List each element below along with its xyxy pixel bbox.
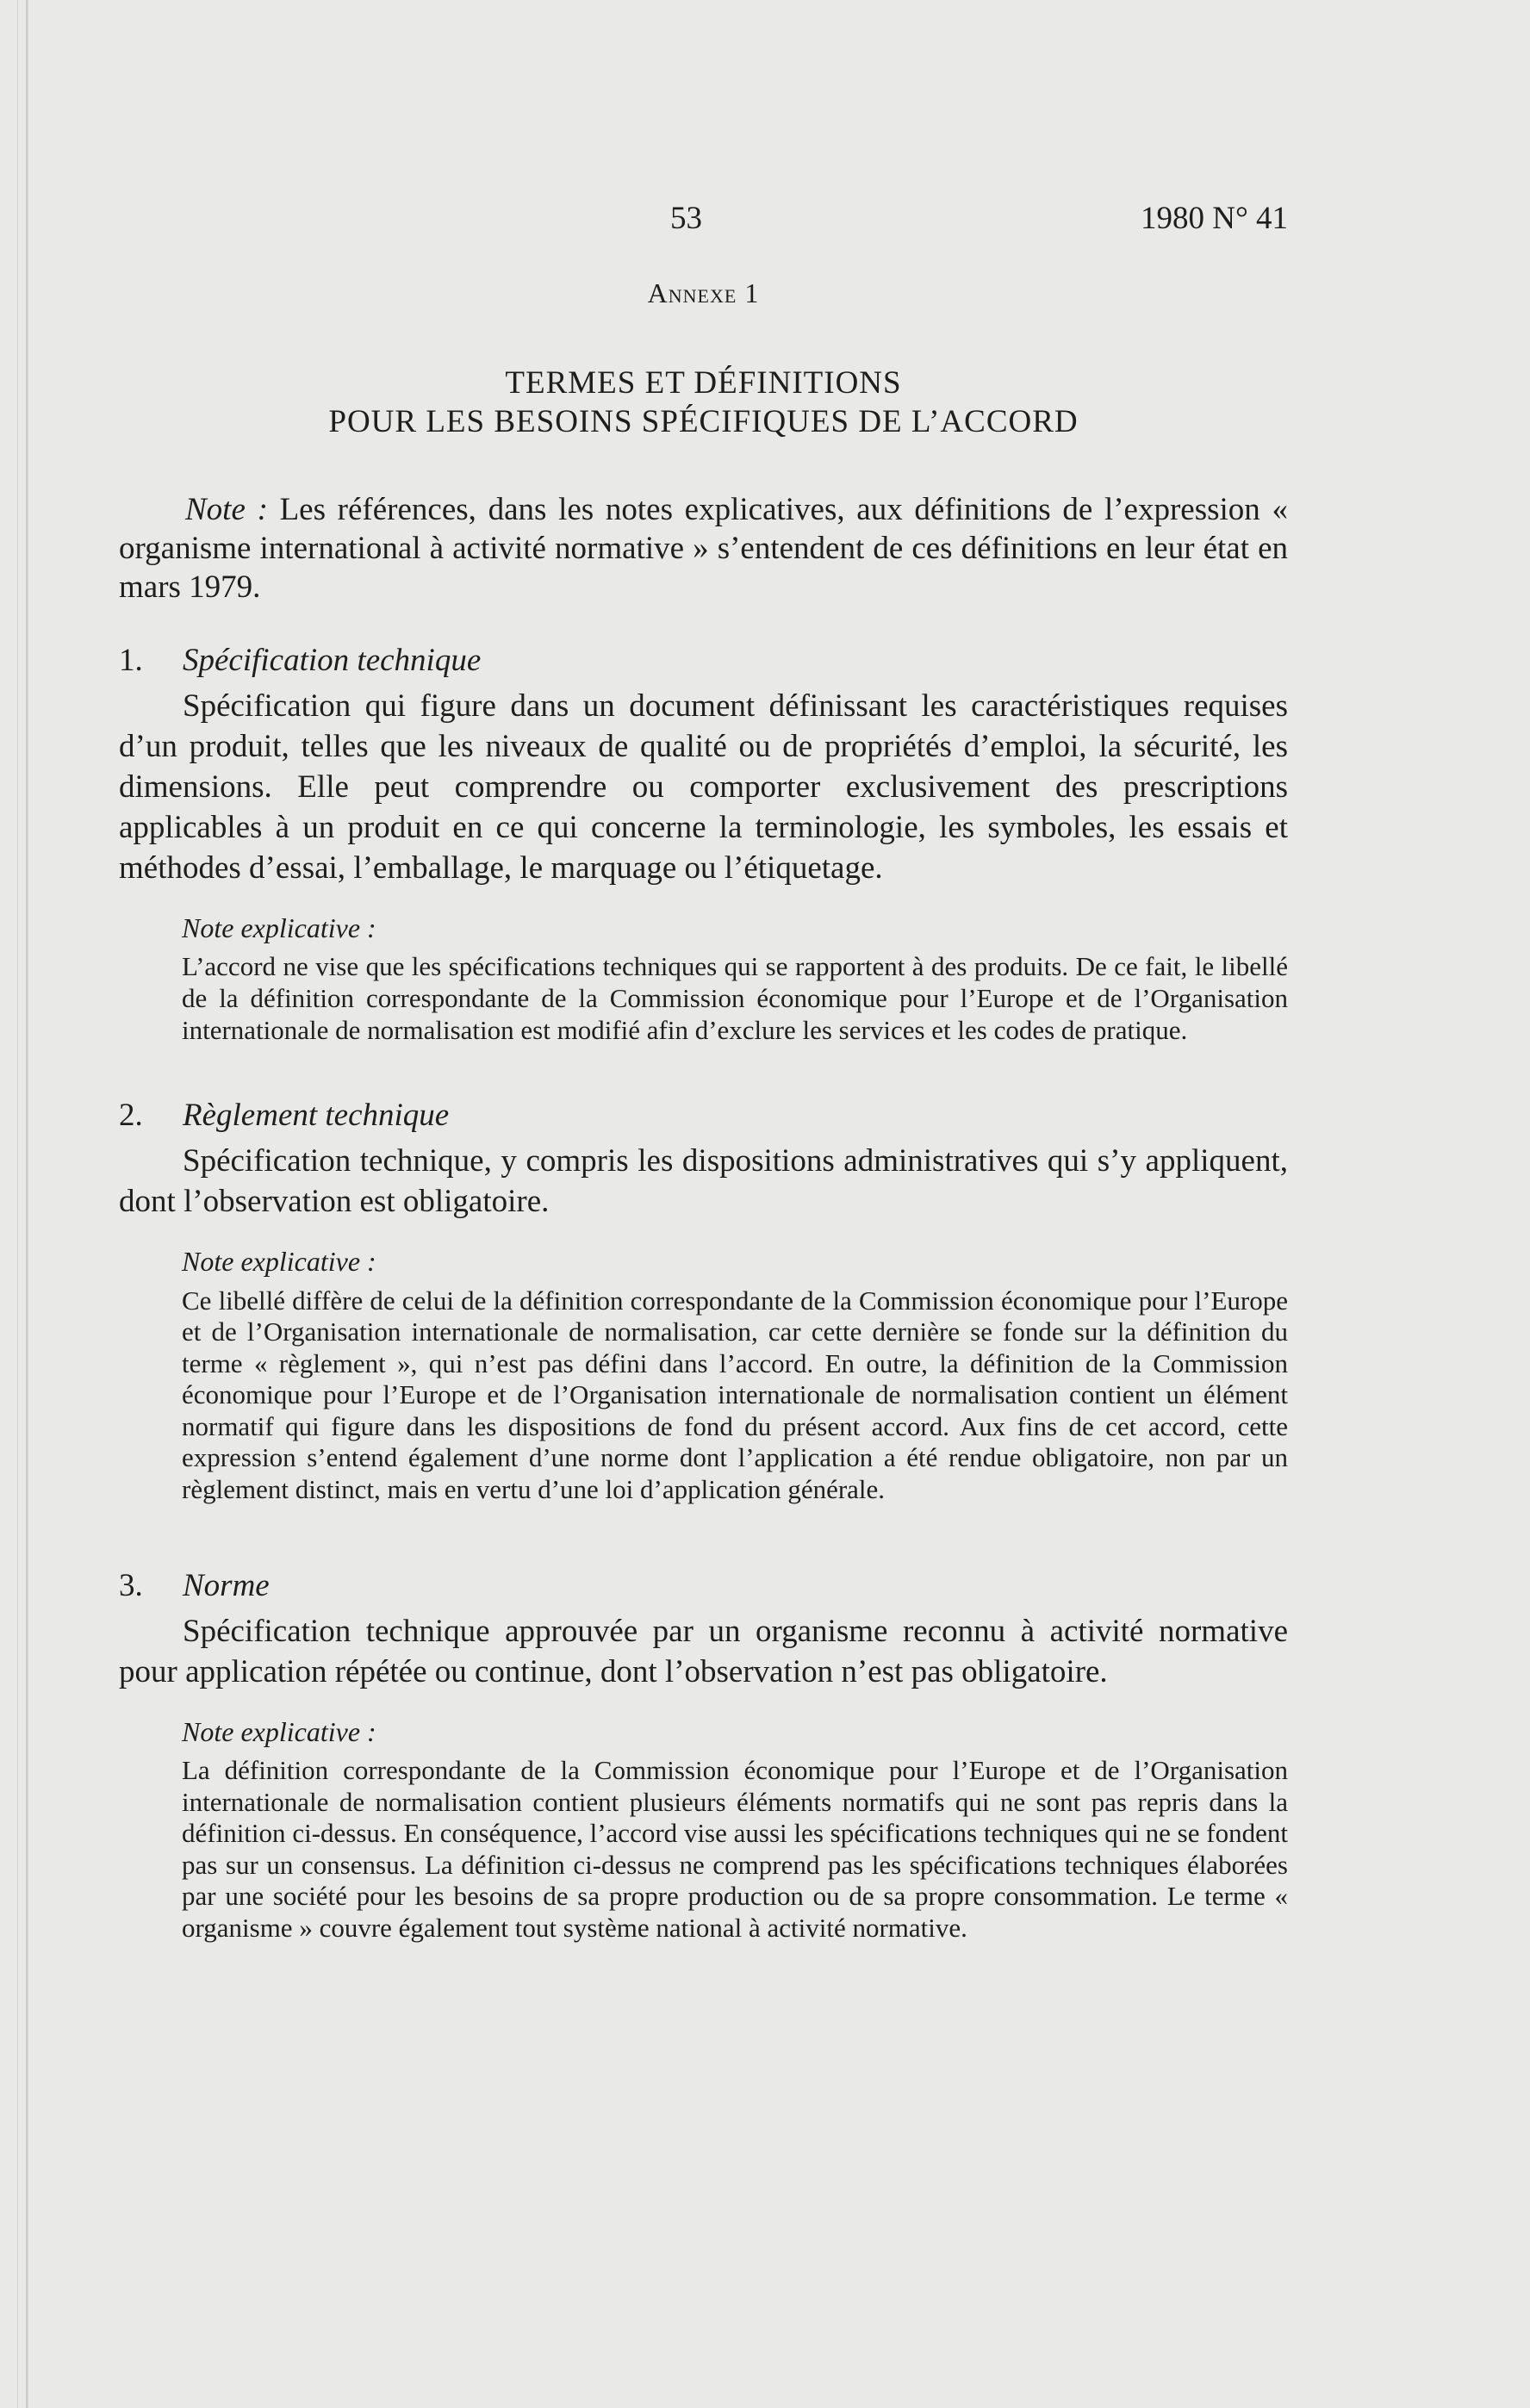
section-number: 2. bbox=[119, 1098, 143, 1134]
journal-year-number: 1980 N° 41 bbox=[1140, 201, 1288, 236]
document-page bbox=[119, 188, 1288, 1944]
intro-note bbox=[119, 490, 1288, 607]
explanatory-note-text: La définition correspondante de la Commission économique pour l’Europe et de l’Organisation internationale de normalisation contient plusieurs éléments normatifs qui ne sont pas repris dans la définition ci-dessus. En conséquence, l’accord vise aussi les spécifications techniques qui ne se fondent pas sur un consensus. La définition ci-dessus ne comprend pas les spécifications techniques élaborées par une société pour les besoins de sa propre production ou de sa propre consommation. Le terme « organisme » couvre également tout système national à activité normative. bbox=[182, 1755, 1288, 1943]
section-number: 3. bbox=[119, 1567, 143, 1603]
annex-label: Annexe 1 bbox=[647, 277, 760, 308]
page-binding-edge bbox=[26, 0, 28, 2408]
intro-note-text: Les références, dans les notes explicatives, aux définitions de l’expression « organisme international à activité normative » s’entendent de ces définitions en leur état en mars 1979. bbox=[119, 491, 1288, 605]
definition-section-1 bbox=[119, 641, 1288, 1046]
section-definition: Spécification technique, y compris les dispositions administratives qui s’y appliquent, dont l’observation est obligatoire. bbox=[119, 1143, 1288, 1220]
explanatory-note bbox=[182, 1245, 1288, 1505]
explanatory-note bbox=[182, 1715, 1288, 1944]
annex-title-line-1: TERMES ET DÉFINITIONS bbox=[505, 365, 902, 401]
section-definition: Spécification qui figure dans un document définissant les caractéristiques requises d’un produit, telles que les niveaux de qualité ou de propriétés d’emploi, la sécurité, les dimensions. Elle peut comprendre ou comporter exclusivement des prescriptions applicables à un produit en ce qui concerne la terminologie, les symboles, les essais et méthodes d’essai, l’emballage, le marquage ou l’étiquetage. bbox=[119, 688, 1288, 886]
definition-section-3 bbox=[119, 1566, 1288, 1944]
explanatory-note-label: Note explicative : bbox=[182, 1246, 376, 1278]
page-header bbox=[119, 188, 1288, 240]
explanatory-note-label: Note explicative : bbox=[182, 1715, 376, 1747]
section-definition: Spécification technique approuvée par un organisme reconnu à activité normative pour application répétée ou continue, dont l’observation n’est pas obligatoire. bbox=[119, 1613, 1288, 1689]
section-term: Règlement technique bbox=[183, 1098, 450, 1134]
explanatory-note-text: Ce libellé diffère de celui de la définition correspondante de la Commission économique pour l’Europe et de l’Organisation internationale de normalisation, car cette dernière se fonde sur la définition du terme « règlement », qui n’est pas défini dans l’accord. En outre, la définition de la Commission économique pour l’Europe et de l’Organisation internationale de normalisation contient un élément normatif qui figure dans les dispositions de fond du présent accord. Aux fins de cet accord, cette expression s’entend également d’une norme dont l’application a été rendue obligatoire, non par un règlement distinct, mais en vertu d’une loi d’application générale. bbox=[182, 1285, 1288, 1505]
intro-note-label: Note : bbox=[185, 491, 268, 527]
section-number: 1. bbox=[119, 642, 143, 678]
page-number: 53 bbox=[670, 201, 702, 236]
explanatory-note-label: Note explicative : bbox=[182, 912, 376, 943]
annex-title-line-2: POUR LES BESOINS SPÉCIFIQUES DE L’ACCORD bbox=[328, 403, 1079, 439]
explanatory-note bbox=[182, 912, 1288, 1046]
section-heading bbox=[119, 641, 1288, 680]
explanatory-note-text: L’accord ne vise que les spécifications techniques qui se rapportent à des produits. De ce fait, le libellé de la définition correspondante de la Commission économique pour l’Europe et de l’Organisation internationale de normalisation est modifié afin d’exclure les services et les codes de pratique. bbox=[182, 951, 1288, 1045]
section-heading bbox=[119, 1566, 1288, 1605]
annex-title bbox=[119, 364, 1288, 442]
section-term: Norme bbox=[183, 1567, 270, 1603]
section-term: Spécification technique bbox=[183, 642, 482, 678]
section-heading bbox=[119, 1096, 1288, 1135]
definition-section-2 bbox=[119, 1096, 1288, 1506]
page-binding-shadow bbox=[17, 0, 18, 2408]
